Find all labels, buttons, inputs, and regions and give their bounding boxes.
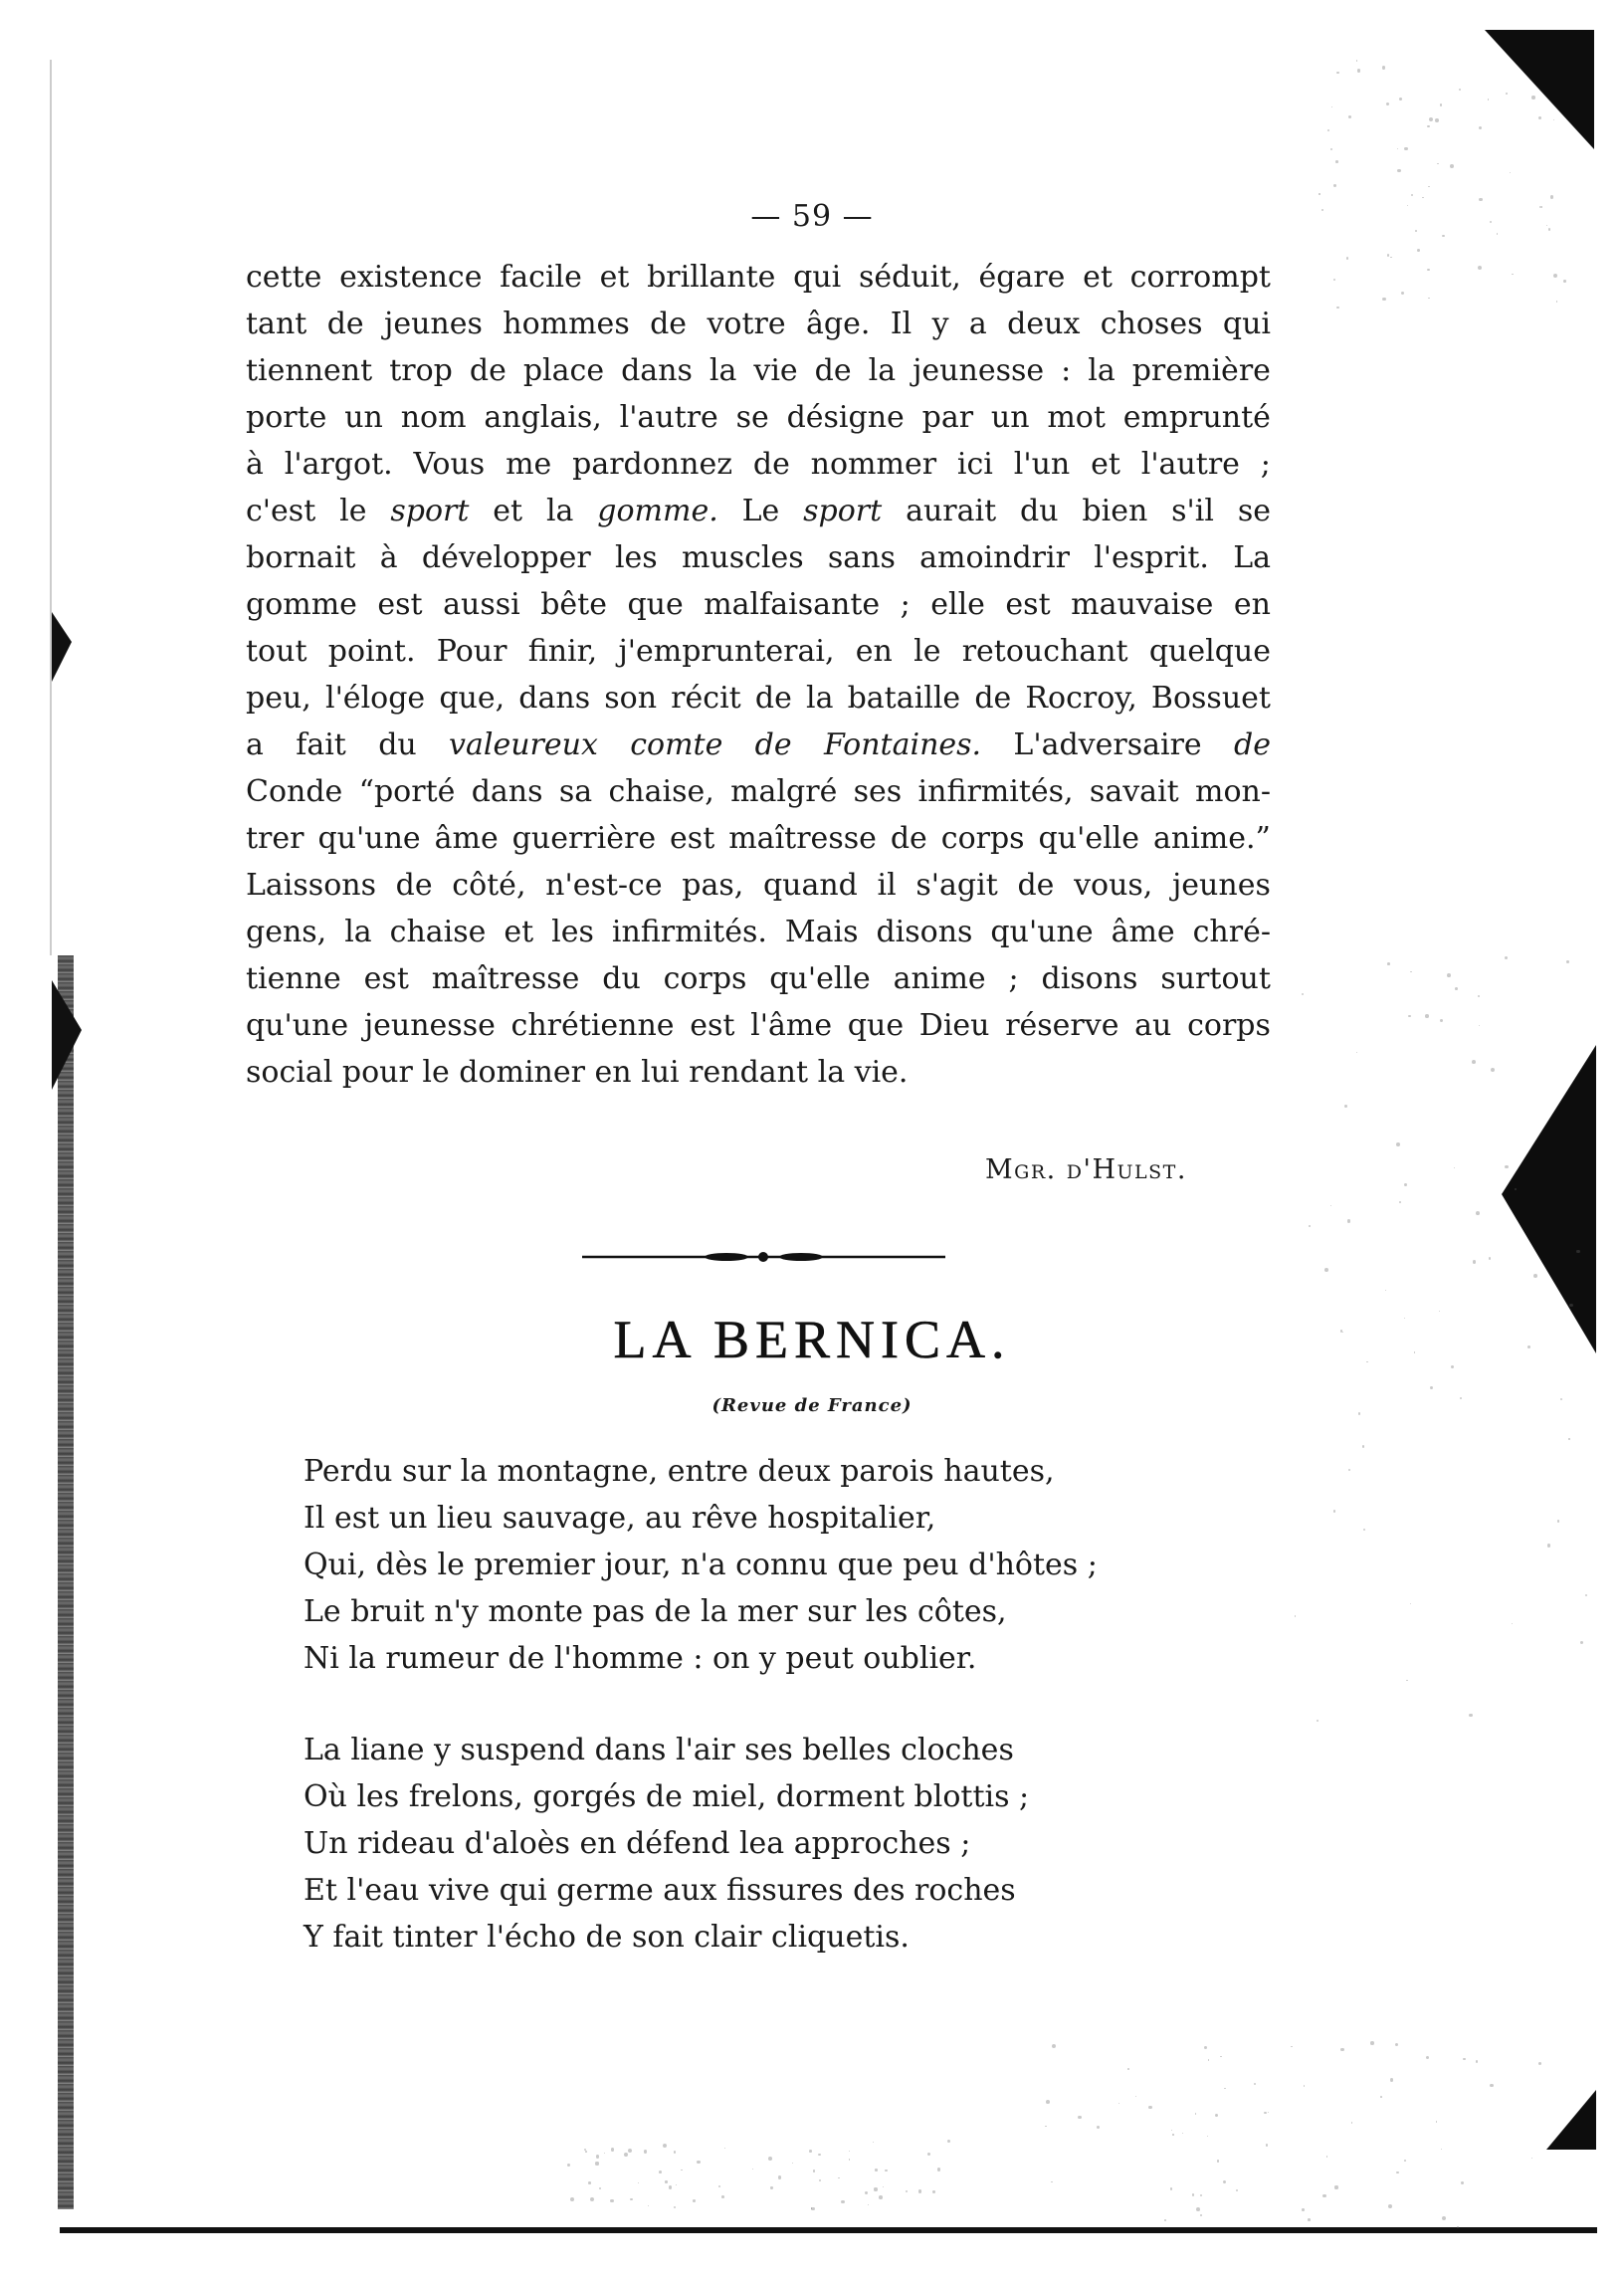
prose-line: bornait à développer les muscles sans amoindrir l'esprit. La — [246, 540, 1271, 575]
prose-line: tant de jeunes hommes de votre âge. Il y a deux choses qui — [246, 307, 1271, 341]
poem-verse: Et l'eau vive qui germe aux fissures des roches — [304, 1873, 1016, 1908]
prose-line: cette existence facile et brillante qui séduit, égare et corrompt — [246, 260, 1271, 295]
prose-line: gens, la chaise et les infirmités. Mais disons qu'une âme chré- — [246, 915, 1271, 949]
scan-edge-mark — [1502, 1045, 1596, 1353]
poem-verse: Y fait tinter l'écho de son clair cliquetis. — [304, 1920, 910, 1955]
prose-line: tout point. Pour finir, j'emprunterai, en le retouchant quelque — [246, 634, 1271, 669]
prose-line: tiennent trop de place dans la vie de la jeunesse : la première — [246, 353, 1271, 388]
prose-line: a fait du valeureux comte de Fontaines. L'adversaire de — [246, 727, 1271, 762]
scan-corner-shadow — [1485, 30, 1594, 149]
scan-binding-edge — [58, 955, 74, 2209]
poem-verse: Où les frelons, gorgés de miel, dorment blottis ; — [304, 1779, 1030, 1814]
prose-line: Conde “porté dans sa chaise, malgré ses infirmités, savait mon- — [246, 774, 1271, 809]
poem-verse: La liane y suspend dans l'air ses belles cloches — [304, 1733, 1014, 1767]
poem-verse: Le bruit n'y monte pas de la mer sur les côtes, — [304, 1594, 1007, 1629]
prose-line: tienne est maîtresse du corps qu'elle anime ; disons surtout — [246, 961, 1271, 996]
prose-line: c'est le sport et la gomme. Le sport aurait du bien s'il se — [246, 494, 1271, 528]
poem-title: LA BERNICA. — [613, 1310, 1011, 1369]
prose-line: Laissons de côté, n'est-ce pas, quand il s'agit de vous, jeunes — [246, 868, 1271, 903]
scan-edge-mark — [52, 612, 72, 682]
poem-verse: Il est un lieu sauvage, au rêve hospitalier, — [304, 1501, 936, 1536]
poem-verse: Perdu sur la montagne, entre deux parois hautes, — [304, 1454, 1055, 1489]
scan-edge-mark — [52, 980, 82, 1090]
prose-line: social pour le dominer en lui rendant la vie. — [246, 1055, 909, 1090]
section-divider-ornament — [582, 1249, 945, 1265]
poem-source: (Revue de France) — [711, 1395, 913, 1416]
scan-edge-line — [50, 60, 52, 955]
poem-verse: Un rideau d'aloès en défend lea approches ; — [304, 1826, 971, 1861]
poem-verse: Qui, dès le premier jour, n'a connu que peu d'hôtes ; — [304, 1548, 1098, 1582]
scan-edge-mark — [1546, 2090, 1596, 2150]
prose-line: gomme est aussi bête que malfaisante ; elle est mauvaise en — [246, 587, 1271, 622]
prose-line: qu'une jeunesse chrétienne est l'âme que Dieu réserve au corps — [246, 1008, 1271, 1043]
prose-line: à l'argot. Vous me pardonnez de nommer ici l'un et l'autre ; — [246, 447, 1271, 482]
prose-line: porte un nom anglais, l'autre se désigne par un mot emprunté — [246, 400, 1271, 435]
poem-stanza-1 — [304, 1448, 1098, 1682]
poem-stanza-2 — [304, 1727, 1029, 1961]
poem-verse: Ni la rumeur de l'homme : on y peut oublier. — [304, 1641, 977, 1676]
prose-line: trer qu'une âme guerrière est maîtresse de corps qu'elle anime.” — [246, 821, 1271, 856]
scan-bottom-edge — [60, 2227, 1597, 2233]
author-signature: Mgr. d'Hulst. — [985, 1154, 1187, 1185]
page-number: — 59 — — [750, 199, 874, 234]
prose-body — [246, 254, 1271, 1096]
prose-line: peu, l'éloge que, dans son récit de la bataille de Rocroy, Bossuet — [246, 681, 1271, 716]
